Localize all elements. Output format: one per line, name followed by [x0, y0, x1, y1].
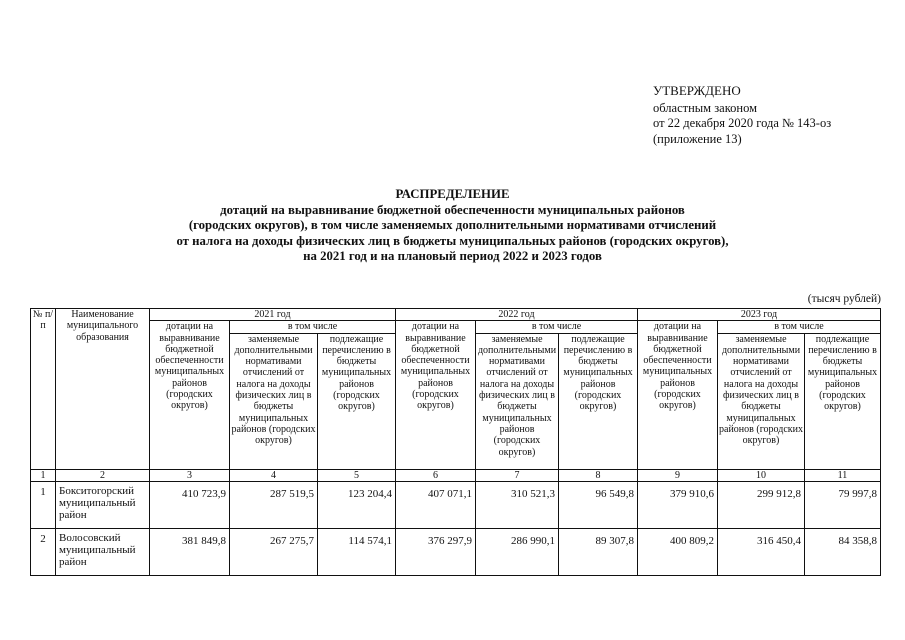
approval-stamp	[653, 83, 831, 147]
document-subtitle-line: (городских округов), в том числе заменяемых дополнительными нормативами отчислений	[188, 218, 717, 232]
header-including: в том числе	[476, 321, 638, 333]
header-replaced: заменяемые дополнительными нормативами отчислений от налога на доходы физических лиц в бюджеты муниципальных районов (городских округов)	[476, 333, 559, 469]
header-subsidy: дотации на выравнивание бюджетной обеспеченности муниципальных районов (городских округов)	[396, 321, 476, 469]
header-transfer: подлежащие перечислению в бюджеты муниципальных районов (городских округов)	[805, 333, 881, 469]
value-cell: 286 990,1	[476, 528, 559, 575]
row-number: 2	[31, 528, 56, 575]
column-number: 2	[56, 469, 150, 481]
approval-line: (приложение 13)	[653, 131, 742, 146]
table-row	[31, 481, 881, 528]
approval-line: от 22 декабря 2020 года № 143-оз	[653, 116, 832, 130]
document-subtitle-line: дотаций на выравнивание бюджетной обеспеченности муниципальных районов	[220, 202, 685, 217]
header-transfer: подлежащие перечислению в бюджеты муниципальных районов (городских округов)	[318, 333, 396, 469]
value-cell: 316 450,4	[718, 528, 805, 575]
header-num: № п/п	[31, 309, 56, 470]
header-year-2022: 2022 год	[396, 309, 638, 321]
value-cell: 287 519,5	[230, 481, 318, 528]
column-number: 11	[805, 469, 881, 481]
value-cell: 379 910,6	[638, 481, 718, 528]
header-row	[31, 309, 881, 321]
value-cell: 79 997,8	[805, 481, 881, 528]
value-cell: 89 307,8	[559, 528, 638, 575]
value-cell: 407 071,1	[396, 481, 476, 528]
document-heading	[0, 187, 905, 265]
header-replaced: заменяемые дополнительными нормативами отчислений от налога на доходы физических лиц в бюджеты муниципальных районов (городских округов)	[718, 333, 805, 469]
column-number: 10	[718, 469, 805, 481]
municipality-name: Волосовский муниципальный район	[56, 528, 150, 575]
value-cell: 114 574,1	[318, 528, 396, 575]
column-number: 1	[31, 469, 56, 481]
value-cell: 84 358,8	[805, 528, 881, 575]
header-row	[31, 321, 881, 333]
municipality-name: Бокситогорский муниципальный район	[56, 481, 150, 528]
column-number: 9	[638, 469, 718, 481]
header-including: в том числе	[718, 321, 881, 333]
distribution-table	[30, 308, 881, 576]
header-subsidy: дотации на выравнивание бюджетной обеспеченности муниципальных районов (городских округов)	[150, 321, 230, 469]
column-number: 5	[318, 469, 396, 481]
approval-title: УТВЕРЖДЕНО	[653, 83, 741, 98]
value-cell: 376 297,9	[396, 528, 476, 575]
header-subsidy: дотации на выравнивание бюджетной обеспеченности муниципальных районов (городских округов)	[638, 321, 718, 469]
row-number: 1	[31, 481, 56, 528]
table-row	[31, 528, 881, 575]
header-year-2023: 2023 год	[638, 309, 881, 321]
column-number: 8	[559, 469, 638, 481]
unit-label: (тысяч рублей)	[807, 293, 881, 305]
column-number: 4	[230, 469, 318, 481]
header-transfer: подлежащие перечислению в бюджеты муниципальных районов (городских округов)	[559, 333, 638, 469]
value-cell: 267 275,7	[230, 528, 318, 575]
value-cell: 310 521,3	[476, 481, 559, 528]
value-cell: 123 204,4	[318, 481, 396, 528]
column-number-row	[31, 469, 881, 481]
column-number: 6	[396, 469, 476, 481]
header-name: Наименование муниципального образования	[56, 309, 150, 470]
header-year-2021: 2021 год	[150, 309, 396, 321]
document-subtitle-line: на 2021 год и на плановый период 2022 и 2023 годов	[303, 249, 602, 263]
document-subtitle-line: от налога на доходы физических лиц в бюджеты муниципальных районов (городских округов),	[176, 233, 729, 248]
value-cell: 299 912,8	[718, 481, 805, 528]
value-cell: 400 809,2	[638, 528, 718, 575]
value-cell: 381 849,8	[150, 528, 230, 575]
header-including: в том числе	[230, 321, 396, 333]
header-replaced: заменяемые дополнительными нормативами отчислений от налога на доходы физических лиц в бюджеты муниципальных районов (городских округов)	[230, 333, 318, 469]
column-number: 3	[150, 469, 230, 481]
approval-line: областным законом	[653, 100, 758, 115]
column-number: 7	[476, 469, 559, 481]
value-cell: 96 549,8	[559, 481, 638, 528]
document-title: РАСПРЕДЕЛЕНИЕ	[395, 187, 510, 201]
value-cell: 410 723,9	[150, 481, 230, 528]
